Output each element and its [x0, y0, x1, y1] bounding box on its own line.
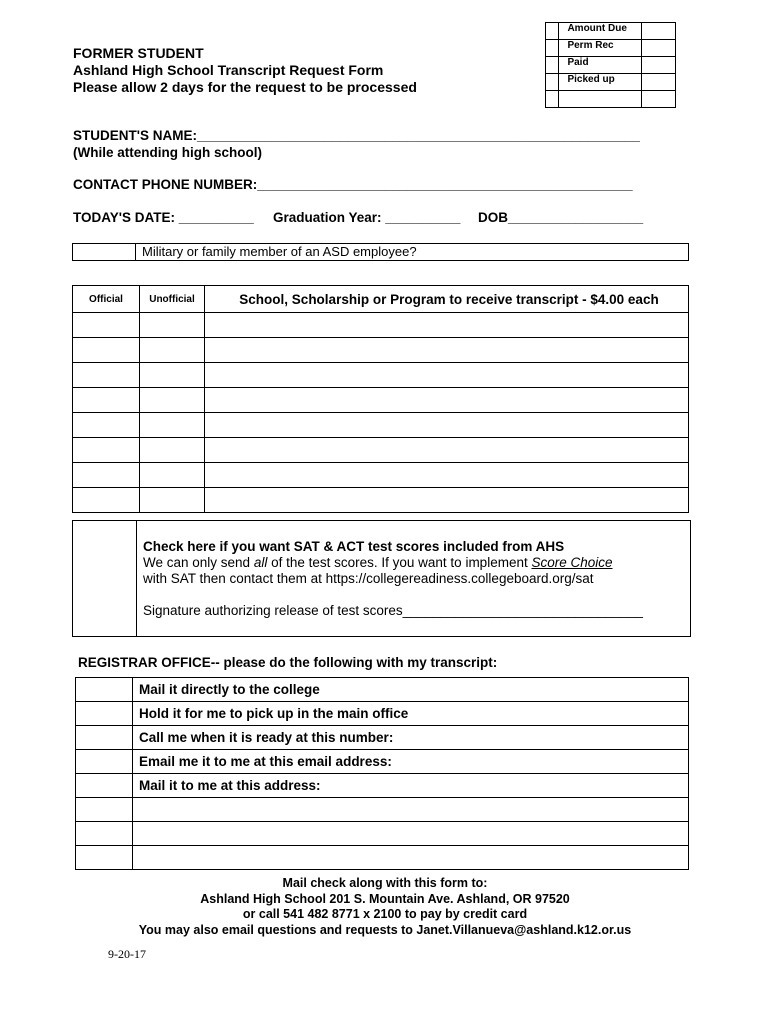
- unofficial-cell[interactable]: [140, 438, 205, 463]
- registrar-blank-row: [76, 846, 689, 870]
- office-row-perm-rec: [546, 40, 676, 57]
- office-value-cell[interactable]: [642, 23, 676, 40]
- office-label: Paid: [559, 57, 642, 74]
- footer-email: You may also email questions and requests to Janet.Villanueva@ashland.k12.or.us: [138, 922, 632, 937]
- footer-mail-check: Mail check along with this form to:: [282, 876, 488, 890]
- dob-field[interactable]: DOB__________________: [478, 210, 644, 225]
- option-entry[interactable]: [133, 822, 689, 846]
- contact-phone-field[interactable]: CONTACT PHONE NUMBER:__________________________________________________: [73, 177, 633, 192]
- registrar-title: REGISTRAR OFFICE-- please do the following with my transcript:: [78, 655, 498, 670]
- column-header-official: Official: [73, 286, 140, 313]
- table-row: [73, 313, 689, 338]
- office-label: Amount Due: [559, 23, 642, 40]
- registrar-option-mail-college: [76, 678, 689, 702]
- option-label: Mail it to me at this address:: [133, 774, 689, 798]
- office-checkbox[interactable]: [546, 40, 559, 57]
- test-scores-checkbox[interactable]: [73, 521, 137, 636]
- military-checkbox[interactable]: [73, 244, 136, 261]
- option-entry[interactable]: [133, 846, 689, 870]
- option-checkbox[interactable]: [76, 678, 133, 702]
- header-former-student: FORMER STUDENT: [73, 45, 204, 61]
- office-checkbox[interactable]: [546, 91, 559, 108]
- unofficial-cell[interactable]: [140, 363, 205, 388]
- test-scores-text: of the test scores. If you want to implement: [267, 555, 532, 570]
- military-row: [72, 243, 689, 261]
- student-name-note: (While attending high school): [73, 145, 262, 160]
- footer-phone: or call 541 482 8771 x 2100 to pay by credit card: [242, 907, 528, 921]
- office-row-paid: [546, 57, 676, 74]
- registrar-blank-row: [76, 822, 689, 846]
- office-row-picked-up: [546, 74, 676, 91]
- score-choice-link[interactable]: Score Choice: [531, 555, 613, 570]
- option-label: Email me it to me at this email address:: [133, 750, 689, 774]
- destination-cell[interactable]: [205, 413, 689, 438]
- unofficial-cell[interactable]: [140, 413, 205, 438]
- column-header-destination: School, Scholarship or Program to receive transcript - $4.00 each: [205, 286, 689, 313]
- option-label: Call me when it is ready at this number:: [133, 726, 689, 750]
- official-cell[interactable]: [73, 413, 140, 438]
- option-checkbox[interactable]: [76, 846, 133, 870]
- unofficial-cell[interactable]: [140, 463, 205, 488]
- office-checkbox[interactable]: [546, 57, 559, 74]
- transcript-destination-table: [72, 285, 689, 513]
- unofficial-cell[interactable]: [140, 338, 205, 363]
- option-label: Hold it for me to pick up in the main office: [133, 702, 689, 726]
- official-cell[interactable]: [73, 438, 140, 463]
- unofficial-cell[interactable]: [140, 488, 205, 513]
- option-checkbox[interactable]: [76, 702, 133, 726]
- test-scores-content: [143, 539, 643, 619]
- all-emphasis: all: [253, 555, 268, 570]
- office-value-cell[interactable]: [642, 40, 676, 57]
- unofficial-cell[interactable]: [140, 388, 205, 413]
- option-label: Mail it directly to the college: [133, 678, 689, 702]
- office-label: Perm Rec: [559, 40, 642, 57]
- registrar-option-mail-me: [76, 774, 689, 798]
- table-row: [73, 488, 689, 513]
- option-entry[interactable]: [133, 798, 689, 822]
- student-name-field[interactable]: STUDENT'S NAME:___________________________________________________________: [73, 128, 640, 143]
- option-checkbox[interactable]: [76, 822, 133, 846]
- official-cell[interactable]: [73, 338, 140, 363]
- office-value-cell[interactable]: [642, 91, 676, 108]
- office-value-cell[interactable]: [642, 57, 676, 74]
- destination-cell[interactable]: [205, 438, 689, 463]
- destination-cell[interactable]: [205, 363, 689, 388]
- table-row: [73, 413, 689, 438]
- form-revision-date: 9-20-17: [108, 947, 146, 961]
- option-checkbox[interactable]: [76, 774, 133, 798]
- official-cell[interactable]: [73, 488, 140, 513]
- registrar-option-call-me: [76, 726, 689, 750]
- table-row: [73, 388, 689, 413]
- office-row-blank: [546, 91, 676, 108]
- option-checkbox[interactable]: [76, 726, 133, 750]
- office-row-amount-due: [546, 23, 676, 40]
- test-scores-signature-field[interactable]: Signature authorizing release of test scores________________________________: [143, 603, 643, 618]
- table-row: [73, 438, 689, 463]
- destination-cell[interactable]: [205, 338, 689, 363]
- official-cell[interactable]: [73, 388, 140, 413]
- official-cell[interactable]: [73, 463, 140, 488]
- registrar-option-email-me: [76, 750, 689, 774]
- office-checkbox[interactable]: [546, 74, 559, 91]
- registrar-option-hold-pickup: [76, 702, 689, 726]
- test-scores-text: We can only send: [143, 555, 254, 570]
- office-label: Picked up: [559, 74, 642, 91]
- registrar-options-table: [75, 677, 689, 870]
- destination-cell[interactable]: [205, 388, 689, 413]
- table-header-row: [73, 286, 689, 313]
- test-scores-heading: Check here if you want SAT & ACT test scores included from AHS: [143, 539, 565, 554]
- destination-cell[interactable]: [205, 488, 689, 513]
- header-processing-note: Please allow 2 days for the request to be processed: [73, 79, 417, 95]
- table-row: [73, 463, 689, 488]
- option-checkbox[interactable]: [76, 798, 133, 822]
- header-form-title: Ashland High School Transcript Request Form: [73, 62, 384, 78]
- registrar-blank-row: [76, 798, 689, 822]
- official-cell[interactable]: [73, 363, 140, 388]
- footer: [0, 876, 770, 938]
- column-header-unofficial: Unofficial: [140, 286, 205, 313]
- office-value-cell[interactable]: [642, 74, 676, 91]
- office-checkbox[interactable]: [546, 23, 559, 40]
- graduation-year-field[interactable]: Graduation Year: __________: [273, 210, 461, 225]
- footer-address: Ashland High School 201 S. Mountain Ave. Ashland, OR 97520: [200, 891, 570, 906]
- todays-date-field[interactable]: TODAY'S DATE: __________: [73, 210, 254, 225]
- option-checkbox[interactable]: [76, 750, 133, 774]
- test-scores-line1: [143, 555, 643, 571]
- military-label: Military or family member of an ASD employee?: [136, 244, 689, 261]
- unofficial-cell[interactable]: [140, 313, 205, 338]
- table-row: [73, 338, 689, 363]
- official-cell[interactable]: [73, 313, 140, 338]
- test-scores-line2: with SAT then contact them at https://collegereadiness.collegeboard.org/sat: [143, 571, 594, 586]
- destination-cell[interactable]: [205, 313, 689, 338]
- test-scores-box: [72, 520, 691, 637]
- office-use-box: [545, 22, 676, 108]
- destination-cell[interactable]: [205, 463, 689, 488]
- table-row: [73, 363, 689, 388]
- office-label: [559, 91, 642, 108]
